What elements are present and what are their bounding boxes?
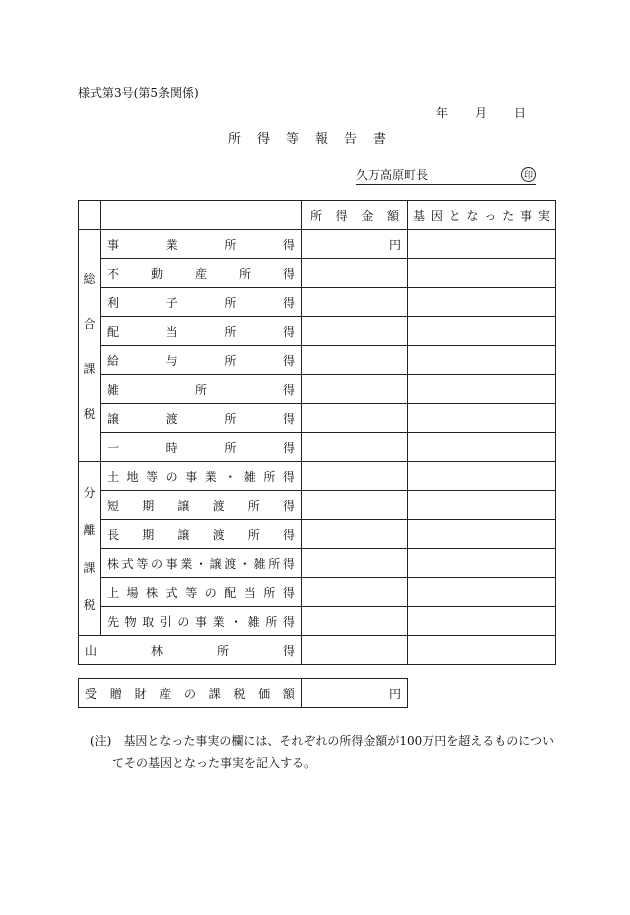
amount-cell[interactable] [302, 375, 408, 404]
date-month: 月 [474, 106, 487, 120]
seal-mark: 印 [521, 167, 536, 182]
basis-cell[interactable] [408, 462, 556, 491]
row-label-land: 土 地 等 の 事 業 ・ 雑 所 得 [101, 462, 302, 491]
basis-cell[interactable] [408, 404, 556, 433]
row-label-forestry: 山 林 所 得 [79, 636, 302, 665]
table-row [79, 679, 408, 708]
row-label-occasional: 一 時 所 得 [101, 433, 302, 462]
title-char: 得 [256, 132, 270, 147]
header-blank [79, 201, 101, 230]
gift-table [78, 678, 408, 708]
form-number: 様式第3号(第5条関係) [78, 86, 199, 100]
basis-cell[interactable] [408, 607, 556, 636]
header-row [79, 201, 556, 230]
amount-cell[interactable] [302, 346, 408, 375]
title-char: 所 [228, 132, 242, 147]
amount-cell[interactable] [302, 520, 408, 549]
table-row [79, 317, 556, 346]
table-row [79, 636, 556, 665]
basis-cell[interactable] [408, 375, 556, 404]
note-marker: (注) [90, 734, 112, 748]
date-day: 日 [513, 106, 526, 120]
basis-cell[interactable] [408, 346, 556, 375]
amount-cell[interactable] [302, 259, 408, 288]
amount-cell[interactable] [302, 549, 408, 578]
basis-cell[interactable] [408, 230, 556, 259]
row-label-short-term: 短 期 譲 渡 所 得 [101, 491, 302, 520]
table-row [79, 346, 556, 375]
basis-cell[interactable] [408, 288, 556, 317]
table-row [79, 578, 556, 607]
row-label-salary: 給 与 所 得 [101, 346, 302, 375]
table-row [79, 607, 556, 636]
note-line-1: 基因となった事実の欄には、それぞれの所得金額が100万円を超えるものについ [123, 734, 555, 748]
date-year: 年 [436, 106, 449, 120]
row-label-interest: 利 子 所 得 [101, 288, 302, 317]
basis-cell[interactable] [408, 491, 556, 520]
row-label-stocks: 株 式 等 の 事 業 ・ 譲 渡 ・ 雑 所 得 [101, 549, 302, 578]
row-label-listed-dividend: 上 場 株 式 等 の 配 当 所 得 [101, 578, 302, 607]
gift-label: 受 贈 財 産 の 課 税 価 額 [79, 679, 302, 708]
header-blank [101, 201, 302, 230]
table-row [79, 491, 556, 520]
table-row [79, 375, 556, 404]
amount-cell[interactable] [302, 288, 408, 317]
income-table [78, 200, 556, 665]
addressee-line [356, 166, 536, 185]
amount-cell[interactable] [302, 607, 408, 636]
basis-cell[interactable] [408, 549, 556, 578]
title-char: 等 [285, 132, 299, 147]
basis-cell[interactable] [408, 433, 556, 462]
table-row [79, 520, 556, 549]
row-label-business: 事 業 所 得 [101, 230, 302, 259]
title-char: 告 [343, 132, 357, 147]
row-label-futures: 先 物 取 引 の 事 業 ・ 雑 所 得 [101, 607, 302, 636]
row-label-misc: 雑 所 得 [101, 375, 302, 404]
note-line-2: てその基因となった事実を記入する。 [112, 756, 317, 770]
basis-cell[interactable] [408, 578, 556, 607]
table-row [79, 433, 556, 462]
amount-cell[interactable]: 円 [302, 230, 408, 259]
table-row [79, 462, 556, 491]
amount-cell[interactable] [302, 462, 408, 491]
title-char: 報 [314, 132, 328, 147]
table-row [79, 288, 556, 317]
table-row [79, 404, 556, 433]
amount-cell[interactable] [302, 578, 408, 607]
category-general: 総 合 課 税 [79, 230, 101, 462]
amount-cell[interactable] [302, 433, 408, 462]
date-line [436, 104, 526, 121]
category-separate: 分 離 課 税 [79, 462, 101, 636]
basis-cell[interactable] [408, 259, 556, 288]
amount-header: 所 得 金 額 [302, 201, 408, 230]
basis-cell[interactable] [408, 317, 556, 346]
amount-cell[interactable] [302, 404, 408, 433]
table-row [79, 549, 556, 578]
row-label-long-term: 長 期 譲 渡 所 得 [101, 520, 302, 549]
note [90, 730, 554, 774]
amount-cell[interactable] [302, 491, 408, 520]
amount-cell[interactable] [302, 636, 408, 665]
basis-cell[interactable] [408, 520, 556, 549]
page-title [228, 128, 386, 147]
title-char: 書 [372, 132, 386, 147]
addressee: 久万高原町長 [356, 168, 429, 182]
amount-cell[interactable] [302, 317, 408, 346]
basis-cell[interactable] [408, 636, 556, 665]
gift-amount-cell[interactable]: 円 [302, 679, 408, 708]
table-row [79, 230, 556, 259]
table-row [79, 259, 556, 288]
row-label-real-estate: 不 動 産 所 得 [101, 259, 302, 288]
row-label-transfer: 譲 渡 所 得 [101, 404, 302, 433]
basis-header: 基 因 と な っ た 事 実 [408, 201, 556, 230]
row-label-dividend: 配 当 所 得 [101, 317, 302, 346]
